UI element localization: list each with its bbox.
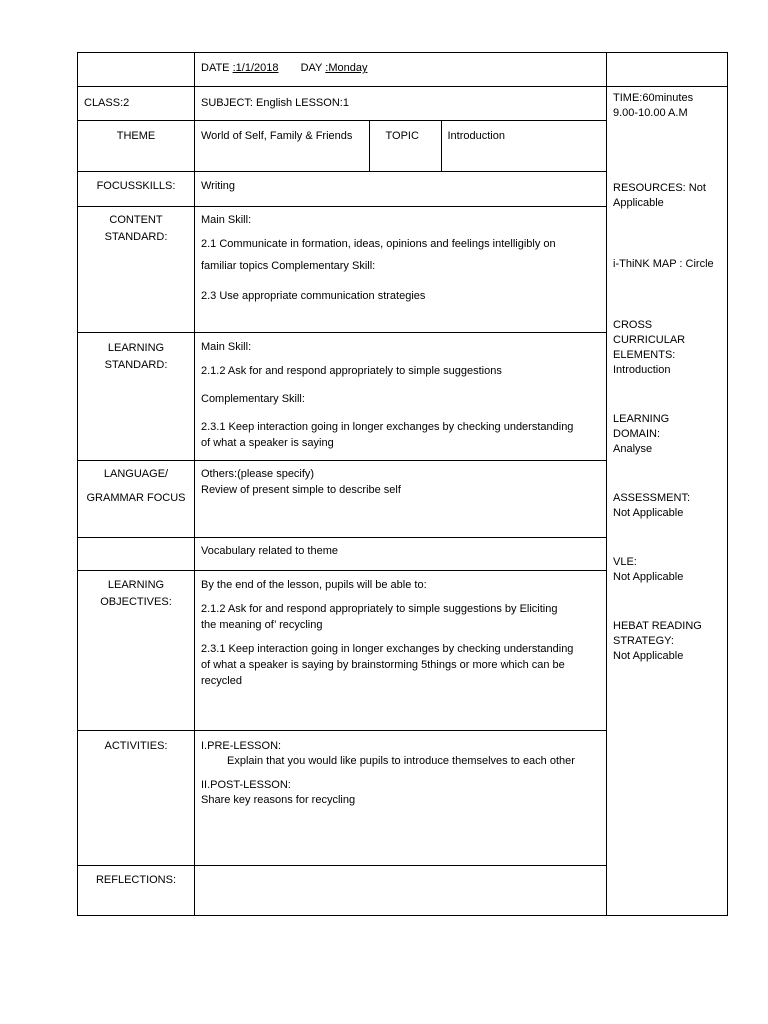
objective-2-line-2: of what a speaker is saying by brainstorming 5things or more which can be bbox=[201, 659, 565, 671]
learning-domain-value: Analyse bbox=[613, 443, 653, 455]
reflections-body bbox=[195, 866, 607, 916]
reflections-label: REFLECTIONS: bbox=[78, 866, 195, 916]
learning-domain-label-2: DOMAIN: bbox=[613, 428, 661, 440]
objective-1-line-1: 2.1.2 Ask for and respond appropriately to simple suggestions by Eliciting bbox=[201, 603, 558, 615]
learning-line-1: 2.1.2 Ask for and respond appropriately to simple suggestions bbox=[201, 365, 502, 377]
language-label-1: LANGUAGE/ bbox=[103, 468, 169, 480]
day-label: DAY bbox=[300, 62, 323, 74]
learning-label-2: STANDARD: bbox=[104, 359, 168, 371]
time-label: TIME:60minutes bbox=[613, 92, 694, 104]
learning-line-3: of what a speaker is saying bbox=[201, 437, 334, 449]
learning-standard-body bbox=[195, 333, 607, 461]
objectives-label bbox=[78, 571, 195, 731]
vocab-value: Vocabulary related to theme bbox=[195, 538, 607, 571]
objective-2-line-1: 2.3.1 Keep interaction going in longer exchanges by checking understanding bbox=[201, 643, 574, 655]
blank-cell bbox=[607, 53, 728, 87]
learning-domain-label: LEARNING bbox=[613, 413, 670, 425]
class-label: CLASS:2 bbox=[78, 87, 195, 121]
objectives-label-2: OBJECTIVES: bbox=[100, 596, 172, 608]
objectives-body bbox=[195, 571, 607, 731]
theme-value: World of Self, Family & Friends bbox=[195, 121, 369, 171]
assessment-label: ASSESSMENT: bbox=[613, 492, 691, 504]
hebat-label: HEBAT READING bbox=[613, 620, 702, 632]
cross-curricular-label-2: ELEMENTS: bbox=[613, 349, 676, 361]
objective-1-line-2: the meaning of’ recycling bbox=[201, 619, 323, 631]
time-range: 9.00-10.00 A.M bbox=[613, 107, 688, 119]
assessment-value: Not Applicable bbox=[613, 507, 684, 519]
objectives-intro: By the end of the lesson, pupils will be able to: bbox=[201, 579, 427, 591]
post-lesson-text: Share key reasons for recycling bbox=[201, 794, 356, 806]
date-row bbox=[78, 53, 728, 87]
blank-cell bbox=[78, 53, 195, 87]
hebat-label-2: STRATEGY: bbox=[613, 635, 674, 647]
learning-standard-label bbox=[78, 333, 195, 461]
content-standard-label bbox=[78, 207, 195, 333]
activities-label: ACTIVITIES: bbox=[78, 731, 195, 866]
language-label-2: GRAMMAR FOCUS bbox=[86, 492, 186, 504]
vle-label: VLE: bbox=[613, 556, 637, 568]
date-label: DATE bbox=[201, 62, 230, 74]
theme-cell bbox=[195, 121, 607, 172]
blank-cell bbox=[78, 538, 195, 571]
focus-label: FOCUSSKILLS: bbox=[78, 172, 195, 207]
topic-value: Introduction bbox=[447, 130, 505, 142]
resources-value: Applicable bbox=[613, 197, 664, 209]
date-cell bbox=[195, 53, 607, 87]
date-value: :1/1/2018 bbox=[232, 62, 279, 74]
cross-curricular-label: CROSS CURRICULAR bbox=[613, 319, 686, 346]
theme-inner bbox=[195, 121, 606, 171]
cross-curricular-value: Introduction bbox=[613, 364, 671, 376]
subject-lesson: SUBJECT: English LESSON:1 bbox=[195, 87, 607, 121]
think-map: i-ThiNK MAP : Circle bbox=[613, 258, 714, 270]
content-label-1: CONTENT bbox=[109, 214, 163, 226]
content-line-3: 2.3 Use appropriate communication strategies bbox=[201, 290, 426, 302]
learning-main-skill: Main Skill: bbox=[201, 341, 252, 353]
lesson-plan-table bbox=[77, 52, 728, 916]
language-body bbox=[195, 461, 607, 538]
focus-value: Writing bbox=[195, 172, 607, 207]
learning-line-2: 2.3.1 Keep interaction going in longer exchanges by checking understanding bbox=[201, 421, 574, 433]
language-line-1: Others:(please specify) bbox=[201, 468, 315, 480]
content-main-skill: Main Skill: bbox=[201, 214, 252, 226]
learning-label-1: LEARNING bbox=[107, 342, 165, 354]
side-info-column bbox=[607, 87, 728, 916]
content-label-2: STANDARD: bbox=[104, 231, 168, 243]
pre-lesson-label: I.PRE-LESSON: bbox=[201, 740, 282, 752]
class-row bbox=[78, 87, 728, 121]
hebat-value: Not Applicable bbox=[613, 650, 684, 662]
objectives-label-1: LEARNING bbox=[107, 579, 165, 591]
vle-value: Not Applicable bbox=[613, 571, 684, 583]
post-lesson-label: II.POST-LESSON: bbox=[201, 779, 291, 791]
content-standard-body bbox=[195, 207, 607, 333]
topic-label: TOPIC bbox=[369, 121, 441, 171]
content-line-2: familiar topics Complementary Skill: bbox=[201, 260, 376, 272]
activities-body bbox=[195, 731, 607, 866]
pre-lesson-text: Explain that you would like pupils to introduce themselves to each other bbox=[227, 755, 575, 767]
content-line-1: 2.1 Communicate in formation, ideas, opinions and feelings intelligibly on bbox=[201, 238, 556, 250]
language-line-2: Review of present simple to describe self bbox=[201, 484, 401, 496]
objective-2-line-3: recycled bbox=[201, 675, 242, 687]
learning-comp-skill: Complementary Skill: bbox=[201, 393, 305, 405]
language-label bbox=[78, 461, 195, 538]
resources-label: RESOURCES: Not bbox=[613, 182, 706, 194]
theme-label: THEME bbox=[78, 121, 195, 172]
day-value: :Monday bbox=[325, 62, 368, 74]
